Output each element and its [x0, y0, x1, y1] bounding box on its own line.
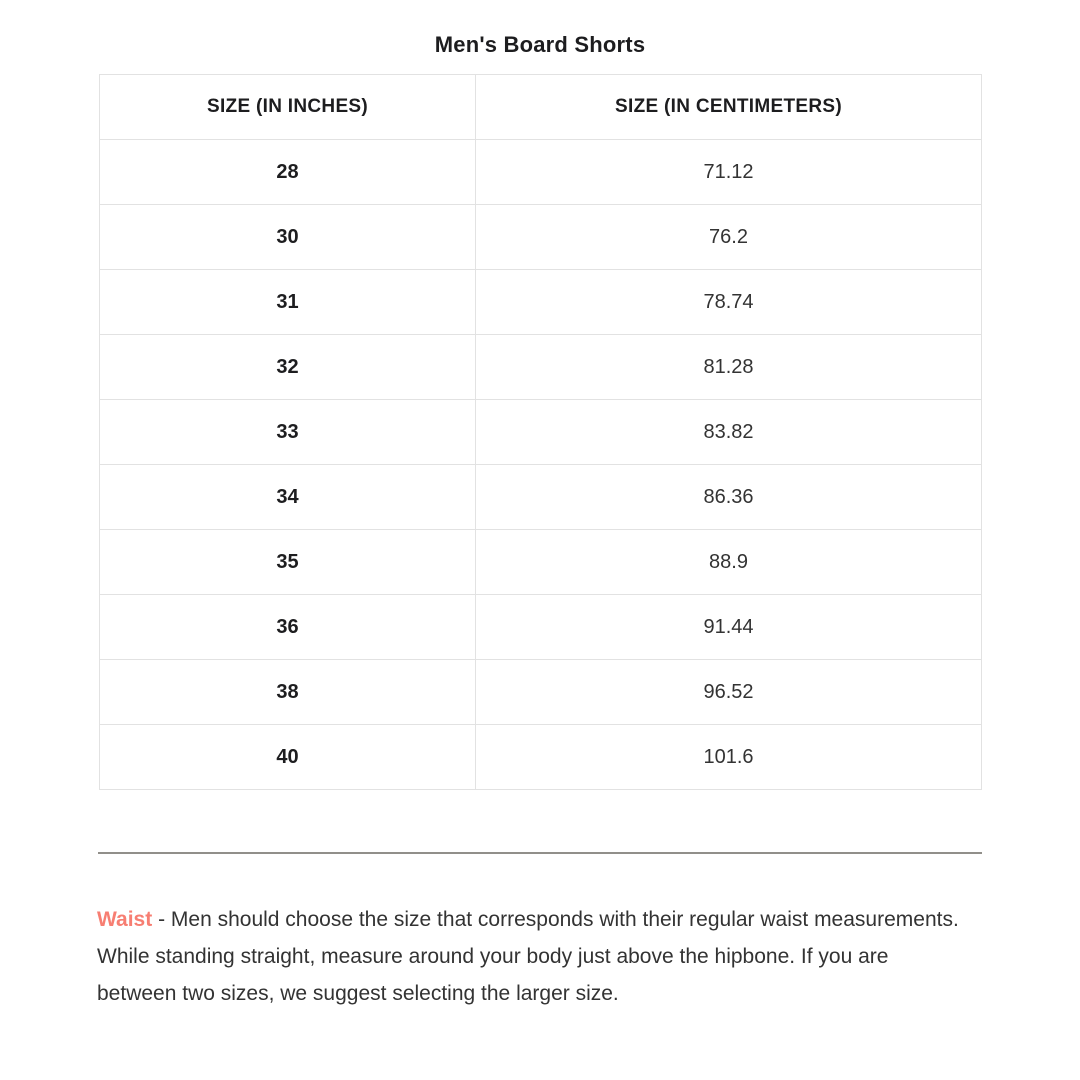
size-inches-cell: 31 — [100, 270, 476, 335]
size-cm-cell: 101.6 — [476, 725, 982, 790]
size-inches-cell: 33 — [100, 400, 476, 465]
size-inches-cell: 32 — [100, 335, 476, 400]
size-cm-cell: 76.2 — [476, 205, 982, 270]
table-row — [100, 725, 982, 790]
size-cm-cell: 78.74 — [476, 270, 982, 335]
size-inches-cell: 40 — [100, 725, 476, 790]
table-row — [100, 140, 982, 205]
table-row — [100, 335, 982, 400]
size-cm-cell: 91.44 — [476, 595, 982, 660]
table-row — [100, 660, 982, 725]
size-cm-cell: 88.9 — [476, 530, 982, 595]
size-chart-table — [99, 74, 982, 790]
table-row — [100, 400, 982, 465]
size-inches-cell: 34 — [100, 465, 476, 530]
waist-measurement-note — [97, 901, 969, 1012]
size-cm-cell: 71.12 — [476, 140, 982, 205]
table-row — [100, 595, 982, 660]
section-divider — [98, 852, 982, 854]
column-header-size-inches: SIZE (IN INCHES) — [100, 75, 476, 140]
table-header-row — [100, 75, 982, 140]
column-header-size-centimeters: SIZE (IN CENTIMETERS) — [476, 75, 982, 140]
size-cm-cell: 96.52 — [476, 660, 982, 725]
table-row — [100, 465, 982, 530]
size-cm-cell: 83.82 — [476, 400, 982, 465]
waist-note-text: - Men should choose the size that corresponds with their regular waist measurements. While standing straight, measure around your body just above the hipbone. If you are between two sizes, we suggest selecting the larger size. — [97, 908, 959, 1005]
size-inches-cell: 35 — [100, 530, 476, 595]
size-inches-cell: 30 — [100, 205, 476, 270]
table-row — [100, 205, 982, 270]
table-row — [100, 270, 982, 335]
page-title: Men's Board Shorts — [434, 32, 646, 57]
size-inches-cell: 28 — [100, 140, 476, 205]
table-row — [100, 530, 982, 595]
size-table-body — [100, 140, 982, 790]
size-cm-cell: 86.36 — [476, 465, 982, 530]
size-inches-cell: 38 — [100, 660, 476, 725]
size-cm-cell: 81.28 — [476, 335, 982, 400]
size-inches-cell: 36 — [100, 595, 476, 660]
waist-term-label: Waist — [97, 908, 153, 931]
